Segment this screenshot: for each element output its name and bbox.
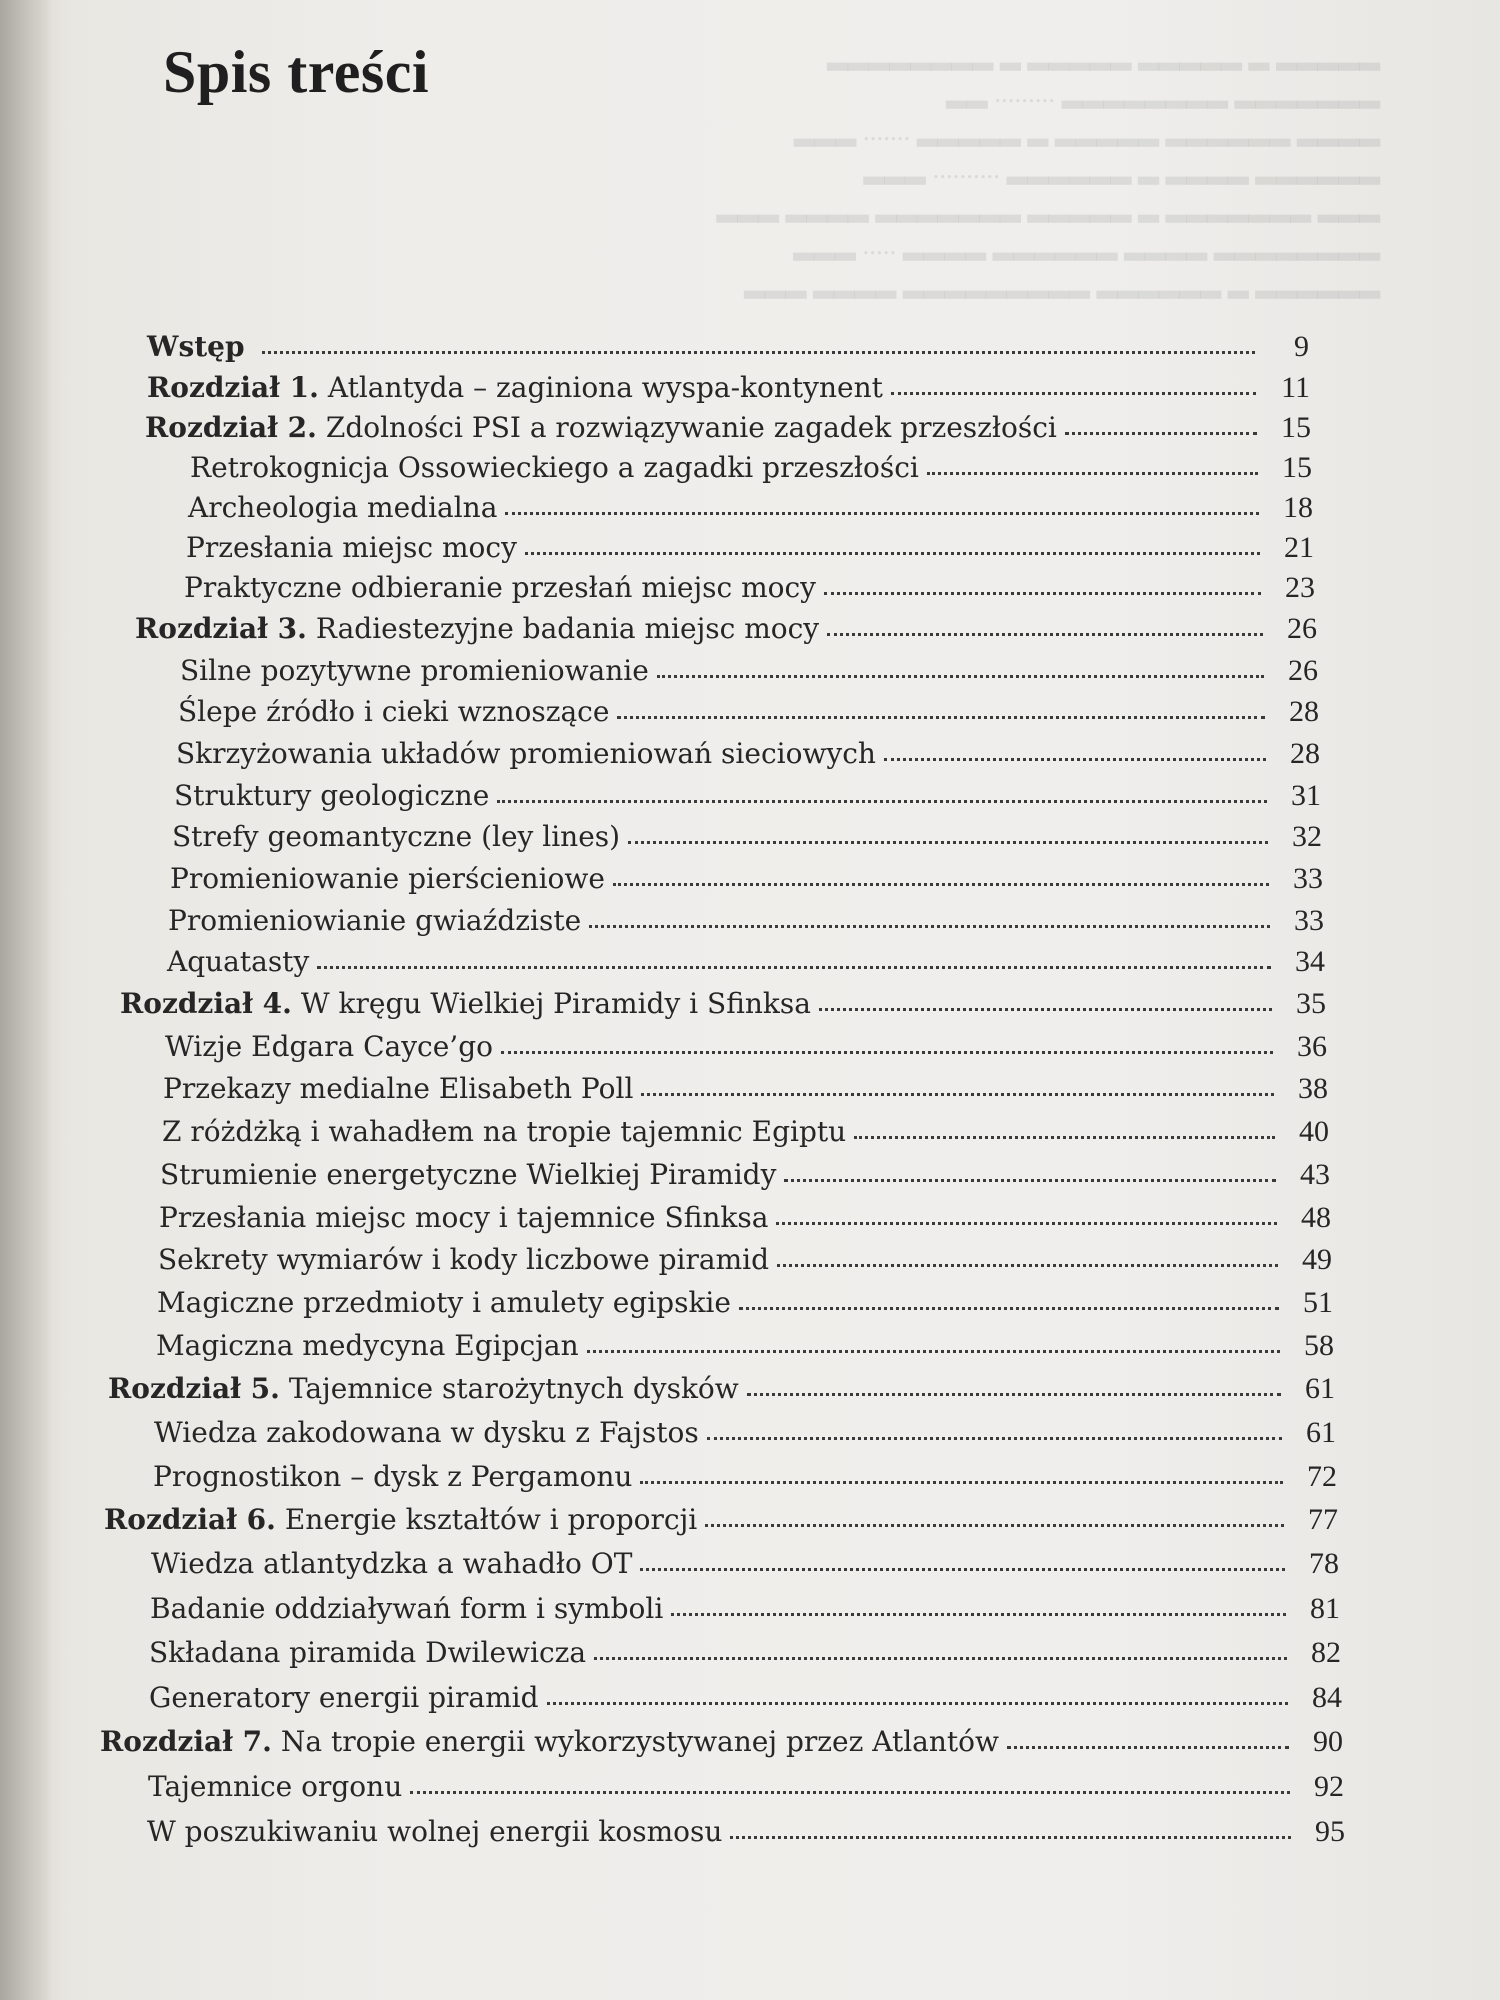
toc-section-title: Promieniowianie gwiaździste <box>168 904 582 937</box>
dot-leader <box>641 1093 1274 1096</box>
toc-chapter-title: W kręgu Wielkiej Piramidy i Sfinksa <box>300 987 811 1020</box>
toc-page-number: 23 <box>1285 571 1315 604</box>
dot-leader <box>824 592 1261 595</box>
toc-section-title: Badanie oddziaływań form i symboli <box>150 1592 664 1625</box>
dot-leader <box>262 351 1255 354</box>
toc-page-number: 58 <box>1304 1329 1334 1362</box>
toc-chapter-5[interactable] <box>108 1372 1335 1412</box>
toc-section-title: Struktury geologiczne <box>174 779 490 812</box>
toc-page-number: 26 <box>1287 612 1317 645</box>
toc-section[interactable] <box>188 491 1313 531</box>
dot-leader <box>884 758 1266 761</box>
toc-section[interactable] <box>150 1592 1340 1632</box>
dot-leader <box>891 392 1256 395</box>
dot-leader <box>587 1350 1280 1353</box>
toc-page-number: 9 <box>1294 330 1309 363</box>
show-through-text: ▂▂▂▂▂ ▂ ▂▂▂▂▂ ▂▂▂▂▂ ▂ ▂▂▂▂▂▂▂▂ ▂▂▂▂▂▂▂ ▂▂▂▂▂▂▂▂ ......... ▂▂ ▂▂▂▂ ▂▂▂▂▂▂ ▂▂▂▂▂ ▂ ▂▂▂▂▂ ....... ▂▂▂ ▂▂▂▂▂▂ ▂▂▂▂ ▂ ▂▂▂▂▂▂ .......... ▂▂▂ ▂▂▂ ▂▂▂▂▂▂▂ ▂ ▂▂▂▂▂ ▂▂▂▂▂▂▂ ▂▂▂▂ ▂▂▂ ▂▂▂▂▂▂▂▂ ▂▂▂▂ ▂▂▂▂▂▂ ▂▂▂▂ ..... ▂▂▂ ▂▂▂▂▂▂ ▂ ▂▂▂▂▂▂ ▂▂▂▂▂▂▂▂▂ ▂▂▂▂ ▂▂▂ <box>716 40 1380 298</box>
toc-chapter-title: Atlantyda – zaginiona wyspa-kontynent <box>327 371 883 404</box>
toc-page-number: 32 <box>1292 820 1322 853</box>
dot-leader <box>1007 1746 1289 1749</box>
toc-section[interactable] <box>170 862 1323 902</box>
dot-leader <box>1065 432 1257 435</box>
toc-page-number: 95 <box>1315 1815 1345 1848</box>
toc-entry-label: Wstęp <box>147 330 245 363</box>
dot-leader <box>671 1613 1286 1616</box>
toc-section[interactable] <box>163 1072 1328 1112</box>
toc-chapter-title: Tajemnice starożytnych dysków <box>288 1372 739 1405</box>
toc-page-number: 34 <box>1295 945 1325 978</box>
toc-page-number: 33 <box>1294 904 1324 937</box>
toc-chapter-1[interactable] <box>147 371 1310 411</box>
toc-section[interactable] <box>148 1770 1344 1810</box>
toc-section-title: W poszukiwaniu wolnej energii kosmosu <box>147 1815 723 1848</box>
toc-page-number: 40 <box>1299 1115 1329 1148</box>
toc-page-number: 82 <box>1311 1636 1341 1669</box>
toc-chapter-label: Rozdział 6. <box>104 1503 276 1536</box>
toc-chapter-title: Na tropie energii wykorzystywanej przez Atlantów <box>280 1725 999 1758</box>
toc-section-title: Praktyczne odbieranie przesłań miejsc mocy <box>184 571 816 604</box>
toc-chapter-title: Energie kształtów i proporcji <box>284 1503 698 1536</box>
toc-chapter-3[interactable] <box>135 612 1317 652</box>
toc-section-title: Wiedza zakodowana w dysku z Fajstos <box>154 1416 699 1449</box>
toc-section-title: Ślepe źródło i cieki wznoszące <box>178 695 610 728</box>
toc-section-title: Retrokognicja Ossowieckiego a zagadki przeszłości <box>190 451 919 484</box>
dot-leader <box>505 512 1259 515</box>
toc-page-number: 72 <box>1307 1460 1337 1493</box>
dot-leader <box>317 966 1271 969</box>
dot-leader <box>819 1008 1272 1011</box>
dot-leader <box>628 841 1268 844</box>
toc-section[interactable] <box>158 1243 1332 1283</box>
toc-section-title: Wiedza atlantydzka a wahadło OT <box>151 1547 633 1580</box>
toc-page-number: 38 <box>1298 1072 1328 1105</box>
toc-section-title: Silne pozytywne promieniowanie <box>180 654 649 687</box>
toc-chapter-label: Rozdział 1. <box>147 371 319 404</box>
toc-section[interactable] <box>168 904 1324 944</box>
toc-page-number: 92 <box>1314 1770 1344 1803</box>
toc-page-number: 61 <box>1306 1416 1336 1449</box>
toc-page-number: 15 <box>1281 411 1311 444</box>
toc-entry-intro[interactable] <box>147 330 1309 370</box>
dot-leader <box>501 1051 1273 1054</box>
toc-section-title: Generatory energii piramid <box>149 1681 539 1714</box>
dot-leader <box>707 1437 1282 1440</box>
toc-chapter-label: Rozdział 4. <box>120 987 292 1020</box>
toc-page-number: 18 <box>1283 491 1313 524</box>
toc-chapter-title: Radiestezyjne badania miejsc mocy <box>315 612 820 645</box>
toc-page-number: 48 <box>1301 1201 1331 1234</box>
toc-page-number: 61 <box>1305 1372 1335 1405</box>
toc-page-number: 21 <box>1284 531 1314 564</box>
toc-page-number: 51 <box>1303 1286 1333 1319</box>
toc-chapter-2[interactable] <box>145 411 1311 451</box>
toc-section-title: Magiczne przedmioty i amulety egipskie <box>157 1286 731 1319</box>
toc-section[interactable] <box>151 1547 1339 1587</box>
dot-leader <box>705 1524 1284 1527</box>
dot-leader <box>777 1264 1278 1267</box>
toc-section-title: Strumienie energetyczne Wielkiej Piramidy <box>160 1158 777 1191</box>
toc-page-number: 84 <box>1312 1681 1342 1714</box>
toc-section-title: Prognostikon – dysk z Pergamonu <box>153 1460 633 1493</box>
dot-leader <box>640 1568 1285 1571</box>
toc-section[interactable] <box>159 1201 1331 1241</box>
toc-page-number: 49 <box>1302 1243 1332 1276</box>
toc-section-title: Składana piramida Dwilewicza <box>149 1636 587 1669</box>
toc-section[interactable] <box>162 1115 1329 1155</box>
toc-page-number: 35 <box>1296 987 1326 1020</box>
toc-section[interactable] <box>153 1460 1337 1500</box>
toc-section[interactable] <box>165 1030 1327 1070</box>
dot-leader <box>739 1307 1279 1310</box>
dot-leader <box>410 1791 1290 1794</box>
dot-leader <box>730 1836 1291 1839</box>
dot-leader <box>589 925 1270 928</box>
toc-chapter-4[interactable] <box>120 987 1326 1027</box>
toc-page-number: 43 <box>1300 1158 1330 1191</box>
toc-section-title: Archeologia medialna <box>188 491 498 524</box>
dot-leader <box>547 1702 1288 1705</box>
toc-section-title: Z różdżką i wahadłem na tropie tajemnic Egiptu <box>162 1115 847 1148</box>
toc-section-title: Aquatasty <box>167 945 310 978</box>
dot-leader <box>854 1136 1275 1139</box>
toc-page-number: 36 <box>1297 1030 1327 1063</box>
toc-section[interactable] <box>167 945 1325 985</box>
toc-section[interactable] <box>186 531 1314 571</box>
toc-page-number: 26 <box>1288 654 1318 687</box>
toc-section-title: Przekazy medialne Elisabeth Poll <box>163 1072 634 1105</box>
toc-section-title: Skrzyżowania układów promieniowań sieciowych <box>176 737 876 770</box>
toc-section[interactable] <box>157 1286 1333 1326</box>
page-title: Spis treści <box>163 39 430 105</box>
toc-section[interactable] <box>147 1815 1345 1855</box>
toc-page-number: 78 <box>1309 1547 1339 1580</box>
toc-page-number: 31 <box>1291 779 1321 812</box>
dot-leader <box>776 1222 1277 1225</box>
dot-leader <box>617 716 1265 719</box>
dot-leader <box>784 1179 1276 1182</box>
dot-leader <box>640 1481 1283 1484</box>
page-binding-shadow <box>0 0 52 2000</box>
toc-section-title: Tajemnice orgonu <box>148 1770 403 1803</box>
toc-chapter-7[interactable] <box>100 1725 1343 1765</box>
dot-leader <box>927 472 1258 475</box>
toc-chapter-title: Zdolności PSI a rozwiązywanie zagadek przeszłości <box>325 411 1057 444</box>
toc-chapter-label: Rozdział 3. <box>135 612 307 645</box>
toc-chapter-label: Rozdział 2. <box>145 411 317 444</box>
toc-page-number: 90 <box>1313 1725 1343 1758</box>
dot-leader <box>747 1393 1281 1396</box>
toc-section[interactable] <box>149 1636 1341 1676</box>
toc-section-title: Promieniowanie pierścieniowe <box>170 862 605 895</box>
toc-section-title: Sekrety wymiarów i kody liczbowe piramid <box>158 1243 770 1276</box>
toc-chapter-label: Rozdział 7. <box>100 1725 272 1758</box>
dot-leader <box>525 552 1260 555</box>
toc-page-number: 15 <box>1282 451 1312 484</box>
toc-section-title: Przesłania miejsc mocy i tajemnice Sfinksa <box>159 1201 769 1234</box>
toc-section[interactable] <box>154 1416 1336 1456</box>
toc-section[interactable] <box>174 779 1321 819</box>
dot-leader <box>657 675 1264 678</box>
toc-page-number: 77 <box>1308 1503 1338 1536</box>
toc-chapter-6[interactable] <box>104 1503 1338 1543</box>
toc-section-title: Magiczna medycyna Egipcjan <box>156 1329 579 1362</box>
toc-page-number: 33 <box>1293 862 1323 895</box>
toc-section[interactable] <box>149 1681 1342 1721</box>
toc-page-number: 81 <box>1310 1592 1340 1625</box>
toc-section[interactable] <box>176 737 1320 777</box>
toc-page-number: 28 <box>1289 695 1319 728</box>
toc-section[interactable] <box>190 451 1312 491</box>
dot-leader <box>827 633 1263 636</box>
dot-leader <box>613 883 1269 886</box>
toc-section[interactable] <box>172 820 1322 860</box>
toc-page-number: 28 <box>1290 737 1320 770</box>
toc-section[interactable] <box>178 695 1319 735</box>
toc-section[interactable] <box>180 654 1318 694</box>
toc-section[interactable] <box>160 1158 1330 1198</box>
toc-chapter-label: Rozdział 5. <box>108 1372 280 1405</box>
toc-section[interactable] <box>156 1329 1334 1369</box>
toc-page-number: 11 <box>1281 371 1310 404</box>
toc-section-title: Przesłania miejsc mocy <box>186 531 517 564</box>
toc-section-title: Strefy geomantyczne (ley lines) <box>172 820 621 853</box>
toc-section-title: Wizje Edgara Cayce’go <box>165 1030 493 1063</box>
dot-leader <box>594 1657 1287 1660</box>
dot-leader <box>497 800 1267 803</box>
toc-section[interactable] <box>184 571 1315 611</box>
